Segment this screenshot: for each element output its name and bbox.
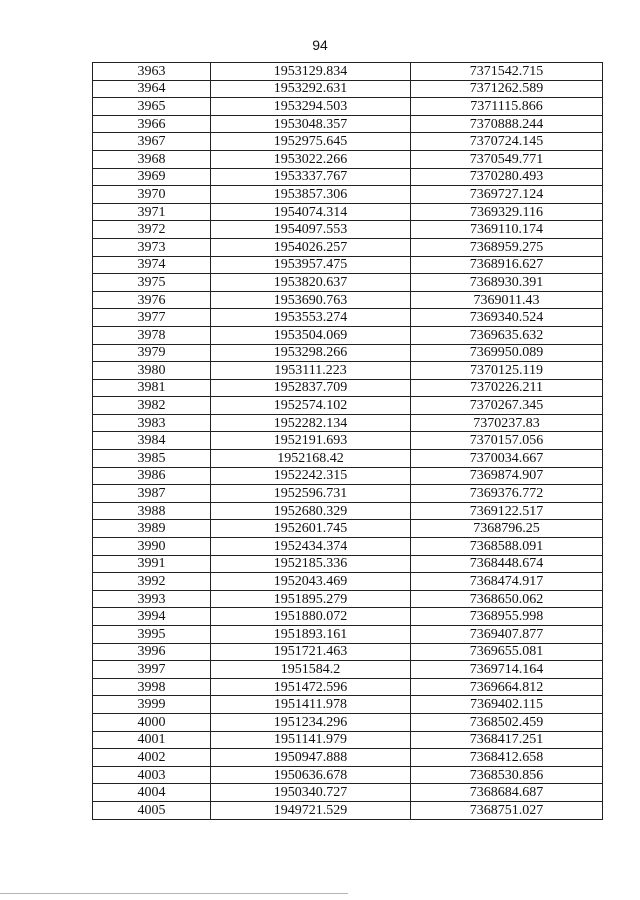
x-coordinate-cell: 1951411.978 bbox=[211, 696, 411, 714]
x-coordinate-cell: 1951234.296 bbox=[211, 713, 411, 731]
x-coordinate-cell: 1954026.257 bbox=[211, 238, 411, 256]
y-coordinate-cell: 7368502.459 bbox=[411, 713, 603, 731]
x-coordinate-cell: 1953129.834 bbox=[211, 63, 411, 81]
y-coordinate-cell: 7371262.589 bbox=[411, 80, 603, 98]
y-coordinate-cell: 7368417.251 bbox=[411, 731, 603, 749]
table-row bbox=[93, 344, 603, 362]
table-row bbox=[93, 590, 603, 608]
point-number-cell: 3989 bbox=[93, 520, 211, 538]
table-row bbox=[93, 467, 603, 485]
y-coordinate-cell: 7369727.124 bbox=[411, 186, 603, 204]
y-coordinate-cell: 7368751.027 bbox=[411, 801, 603, 819]
point-number-cell: 4002 bbox=[93, 749, 211, 767]
point-number-cell: 3973 bbox=[93, 238, 211, 256]
table-body bbox=[93, 63, 603, 820]
point-number-cell: 3999 bbox=[93, 696, 211, 714]
table-row bbox=[93, 766, 603, 784]
x-coordinate-cell: 1950340.727 bbox=[211, 784, 411, 802]
y-coordinate-cell: 7368684.687 bbox=[411, 784, 603, 802]
point-number-cell: 4000 bbox=[93, 713, 211, 731]
table-row bbox=[93, 661, 603, 679]
table-row bbox=[93, 643, 603, 661]
y-coordinate-cell: 7369340.524 bbox=[411, 309, 603, 327]
point-number-cell: 3970 bbox=[93, 186, 211, 204]
table-row bbox=[93, 450, 603, 468]
table-row bbox=[93, 678, 603, 696]
x-coordinate-cell: 1952680.329 bbox=[211, 502, 411, 520]
table-row bbox=[93, 256, 603, 274]
x-coordinate-cell: 1952601.745 bbox=[211, 520, 411, 538]
y-coordinate-cell: 7369664.812 bbox=[411, 678, 603, 696]
x-coordinate-cell: 1953337.767 bbox=[211, 168, 411, 186]
x-coordinate-cell: 1950947.888 bbox=[211, 749, 411, 767]
table-row bbox=[93, 168, 603, 186]
table-row bbox=[93, 326, 603, 344]
table-row bbox=[93, 274, 603, 292]
point-number-cell: 3997 bbox=[93, 661, 211, 679]
x-coordinate-cell: 1952837.709 bbox=[211, 379, 411, 397]
point-number-cell: 3995 bbox=[93, 626, 211, 644]
y-coordinate-cell: 7368959.275 bbox=[411, 238, 603, 256]
table-row bbox=[93, 203, 603, 221]
table-row bbox=[93, 362, 603, 380]
table-row bbox=[93, 379, 603, 397]
point-number-cell: 3982 bbox=[93, 397, 211, 415]
table-row bbox=[93, 801, 603, 819]
x-coordinate-cell: 1952596.731 bbox=[211, 485, 411, 503]
x-coordinate-cell: 1952434.374 bbox=[211, 538, 411, 556]
point-number-cell: 3985 bbox=[93, 450, 211, 468]
point-number-cell: 3991 bbox=[93, 555, 211, 573]
x-coordinate-cell: 1951584.2 bbox=[211, 661, 411, 679]
point-number-cell: 3974 bbox=[93, 256, 211, 274]
y-coordinate-cell: 7371115.866 bbox=[411, 98, 603, 116]
point-number-cell: 3984 bbox=[93, 432, 211, 450]
y-coordinate-cell: 7368412.658 bbox=[411, 749, 603, 767]
y-coordinate-cell: 7369329.116 bbox=[411, 203, 603, 221]
table-row bbox=[93, 713, 603, 731]
table-row bbox=[93, 186, 603, 204]
x-coordinate-cell: 1953298.266 bbox=[211, 344, 411, 362]
x-coordinate-cell: 1953111.223 bbox=[211, 362, 411, 380]
table-row bbox=[93, 432, 603, 450]
x-coordinate-cell: 1953022.266 bbox=[211, 150, 411, 168]
y-coordinate-cell: 7368530.856 bbox=[411, 766, 603, 784]
x-coordinate-cell: 1951893.161 bbox=[211, 626, 411, 644]
table-row bbox=[93, 291, 603, 309]
point-number-cell: 4001 bbox=[93, 731, 211, 749]
x-coordinate-cell: 1953857.306 bbox=[211, 186, 411, 204]
table-row bbox=[93, 63, 603, 81]
point-number-cell: 3978 bbox=[93, 326, 211, 344]
table-row bbox=[93, 520, 603, 538]
x-coordinate-cell: 1953294.503 bbox=[211, 98, 411, 116]
point-number-cell: 3968 bbox=[93, 150, 211, 168]
point-number-cell: 4005 bbox=[93, 801, 211, 819]
point-number-cell: 3986 bbox=[93, 467, 211, 485]
y-coordinate-cell: 7369122.517 bbox=[411, 502, 603, 520]
y-coordinate-cell: 7369655.081 bbox=[411, 643, 603, 661]
table-row bbox=[93, 555, 603, 573]
table-row bbox=[93, 731, 603, 749]
point-number-cell: 3993 bbox=[93, 590, 211, 608]
y-coordinate-cell: 7369011.43 bbox=[411, 291, 603, 309]
y-coordinate-cell: 7370280.493 bbox=[411, 168, 603, 186]
point-number-cell: 3983 bbox=[93, 414, 211, 432]
x-coordinate-cell: 1953048.357 bbox=[211, 115, 411, 133]
table-row bbox=[93, 696, 603, 714]
y-coordinate-cell: 7369110.174 bbox=[411, 221, 603, 239]
table-row bbox=[93, 414, 603, 432]
table-row bbox=[93, 80, 603, 98]
point-number-cell: 3966 bbox=[93, 115, 211, 133]
page-number: 94 bbox=[312, 37, 328, 53]
bottom-divider bbox=[0, 893, 348, 894]
table-row bbox=[93, 98, 603, 116]
point-number-cell: 3992 bbox=[93, 573, 211, 591]
table-row bbox=[93, 538, 603, 556]
table-row bbox=[93, 221, 603, 239]
point-number-cell: 3975 bbox=[93, 274, 211, 292]
x-coordinate-cell: 1951895.279 bbox=[211, 590, 411, 608]
table-row bbox=[93, 626, 603, 644]
x-coordinate-cell: 1952282.134 bbox=[211, 414, 411, 432]
y-coordinate-cell: 7369950.089 bbox=[411, 344, 603, 362]
x-coordinate-cell: 1951472.596 bbox=[211, 678, 411, 696]
x-coordinate-cell: 1952975.645 bbox=[211, 133, 411, 151]
point-number-cell: 3981 bbox=[93, 379, 211, 397]
y-coordinate-cell: 7369714.164 bbox=[411, 661, 603, 679]
table-row bbox=[93, 573, 603, 591]
y-coordinate-cell: 7370267.345 bbox=[411, 397, 603, 415]
y-coordinate-cell: 7369407.877 bbox=[411, 626, 603, 644]
x-coordinate-cell: 1952168.42 bbox=[211, 450, 411, 468]
point-number-cell: 4004 bbox=[93, 784, 211, 802]
x-coordinate-cell: 1951880.072 bbox=[211, 608, 411, 626]
y-coordinate-cell: 7370157.056 bbox=[411, 432, 603, 450]
y-coordinate-cell: 7368588.091 bbox=[411, 538, 603, 556]
point-number-cell: 3980 bbox=[93, 362, 211, 380]
point-number-cell: 3988 bbox=[93, 502, 211, 520]
point-number-cell: 3987 bbox=[93, 485, 211, 503]
y-coordinate-cell: 7371542.715 bbox=[411, 63, 603, 81]
y-coordinate-cell: 7368955.998 bbox=[411, 608, 603, 626]
x-coordinate-cell: 1952242.315 bbox=[211, 467, 411, 485]
x-coordinate-cell: 1953820.637 bbox=[211, 274, 411, 292]
point-number-cell: 3971 bbox=[93, 203, 211, 221]
table-row bbox=[93, 608, 603, 626]
x-coordinate-cell: 1953690.763 bbox=[211, 291, 411, 309]
y-coordinate-cell: 7370549.771 bbox=[411, 150, 603, 168]
y-coordinate-cell: 7370226.211 bbox=[411, 379, 603, 397]
point-number-cell: 3969 bbox=[93, 168, 211, 186]
table-row bbox=[93, 238, 603, 256]
table-row bbox=[93, 397, 603, 415]
point-number-cell: 3964 bbox=[93, 80, 211, 98]
y-coordinate-cell: 7370125.119 bbox=[411, 362, 603, 380]
table-row bbox=[93, 133, 603, 151]
point-number-cell: 3979 bbox=[93, 344, 211, 362]
x-coordinate-cell: 1952191.693 bbox=[211, 432, 411, 450]
table-row bbox=[93, 309, 603, 327]
point-number-cell: 3976 bbox=[93, 291, 211, 309]
y-coordinate-cell: 7368650.062 bbox=[411, 590, 603, 608]
y-coordinate-cell: 7370034.667 bbox=[411, 450, 603, 468]
point-number-cell: 3990 bbox=[93, 538, 211, 556]
table-row bbox=[93, 485, 603, 503]
point-number-cell: 3965 bbox=[93, 98, 211, 116]
point-number-cell: 4003 bbox=[93, 766, 211, 784]
y-coordinate-cell: 7369402.115 bbox=[411, 696, 603, 714]
table-row bbox=[93, 784, 603, 802]
y-coordinate-cell: 7368930.391 bbox=[411, 274, 603, 292]
x-coordinate-cell: 1953504.069 bbox=[211, 326, 411, 344]
y-coordinate-cell: 7368796.25 bbox=[411, 520, 603, 538]
x-coordinate-cell: 1954097.553 bbox=[211, 221, 411, 239]
y-coordinate-cell: 7370724.145 bbox=[411, 133, 603, 151]
y-coordinate-cell: 7369635.632 bbox=[411, 326, 603, 344]
point-number-cell: 3994 bbox=[93, 608, 211, 626]
y-coordinate-cell: 7370888.244 bbox=[411, 115, 603, 133]
x-coordinate-cell: 1953292.631 bbox=[211, 80, 411, 98]
y-coordinate-cell: 7369874.907 bbox=[411, 467, 603, 485]
point-number-cell: 3996 bbox=[93, 643, 211, 661]
coordinates-table bbox=[92, 62, 603, 820]
y-coordinate-cell: 7370237.83 bbox=[411, 414, 603, 432]
x-coordinate-cell: 1951721.463 bbox=[211, 643, 411, 661]
table-row bbox=[93, 115, 603, 133]
y-coordinate-cell: 7368916.627 bbox=[411, 256, 603, 274]
point-number-cell: 3998 bbox=[93, 678, 211, 696]
x-coordinate-cell: 1953957.475 bbox=[211, 256, 411, 274]
x-coordinate-cell: 1954074.314 bbox=[211, 203, 411, 221]
x-coordinate-cell: 1952574.102 bbox=[211, 397, 411, 415]
x-coordinate-cell: 1950636.678 bbox=[211, 766, 411, 784]
x-coordinate-cell: 1951141.979 bbox=[211, 731, 411, 749]
point-number-cell: 3967 bbox=[93, 133, 211, 151]
point-number-cell: 3963 bbox=[93, 63, 211, 81]
table-row bbox=[93, 150, 603, 168]
y-coordinate-cell: 7369376.772 bbox=[411, 485, 603, 503]
point-number-cell: 3972 bbox=[93, 221, 211, 239]
point-number-cell: 3977 bbox=[93, 309, 211, 327]
x-coordinate-cell: 1953553.274 bbox=[211, 309, 411, 327]
y-coordinate-cell: 7368448.674 bbox=[411, 555, 603, 573]
table-row bbox=[93, 749, 603, 767]
x-coordinate-cell: 1949721.529 bbox=[211, 801, 411, 819]
x-coordinate-cell: 1952185.336 bbox=[211, 555, 411, 573]
x-coordinate-cell: 1952043.469 bbox=[211, 573, 411, 591]
table-row bbox=[93, 502, 603, 520]
y-coordinate-cell: 7368474.917 bbox=[411, 573, 603, 591]
